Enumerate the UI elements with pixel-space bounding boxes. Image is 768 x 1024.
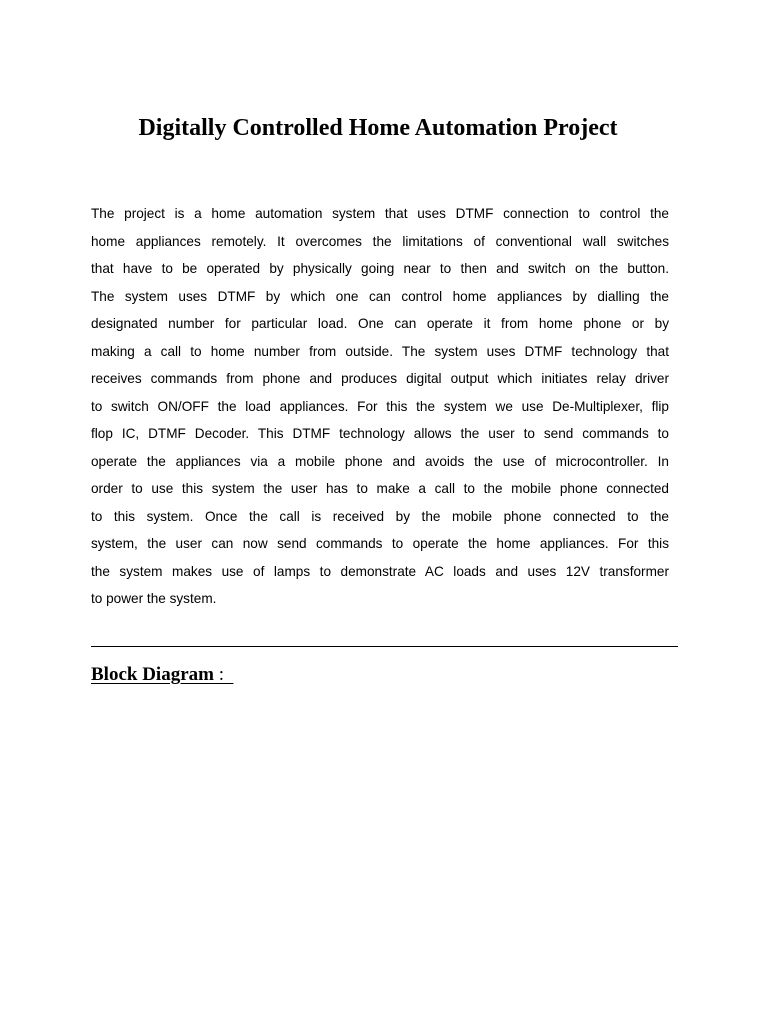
body-line: designated number for particular load. One can operate it from home phone or by	[91, 316, 669, 331]
body-line: receives commands from phone and produces digital output which initiates relay driver	[91, 371, 669, 386]
body-line: making a call to home number from outside. The system uses DTMF technology that	[91, 343, 669, 359]
body-line: operate the appliances via a mobile phone and avoids the use of microcontroller. In	[91, 453, 669, 469]
body-line: to power the system.	[91, 591, 217, 606]
block-diagram-heading	[91, 662, 234, 688]
body-line: home appliances remotely. It overcomes the limitations of conventional wall switches	[91, 233, 669, 249]
body-line: to this system. Once the call is received by the mobile phone connected to the	[91, 508, 669, 524]
body-line: system, the user can now send commands to operate the home appliances. For this	[91, 536, 669, 551]
body-line: The system uses DTMF by which one can control home appliances by dialling the	[91, 288, 669, 304]
body-paragraph	[91, 200, 669, 613]
body-line: The project is a home automation system that uses DTMF connection to control the	[91, 206, 669, 221]
body-line: order to use this system the user has to make a call to the mobile phone connected	[91, 481, 669, 496]
body-line: that have to be operated by physically going near to then and switch on the button.	[91, 261, 669, 276]
body-line: flop IC, DTMF Decoder. This DTMF technology allows the user to send commands to	[91, 426, 669, 441]
document-title: Digitally Controlled Home Automation Project	[138, 115, 618, 141]
horizontal-divider	[91, 646, 678, 647]
section-heading-colon: :	[213, 664, 234, 685]
body-line: the system makes use of lamps to demonstrate AC loads and uses 12V transformer	[91, 563, 669, 579]
body-line: to switch ON/OFF the load appliances. For this the system we use De-Multiplexer, flip	[91, 398, 669, 414]
section-heading-label: Block Diagram	[91, 664, 214, 685]
